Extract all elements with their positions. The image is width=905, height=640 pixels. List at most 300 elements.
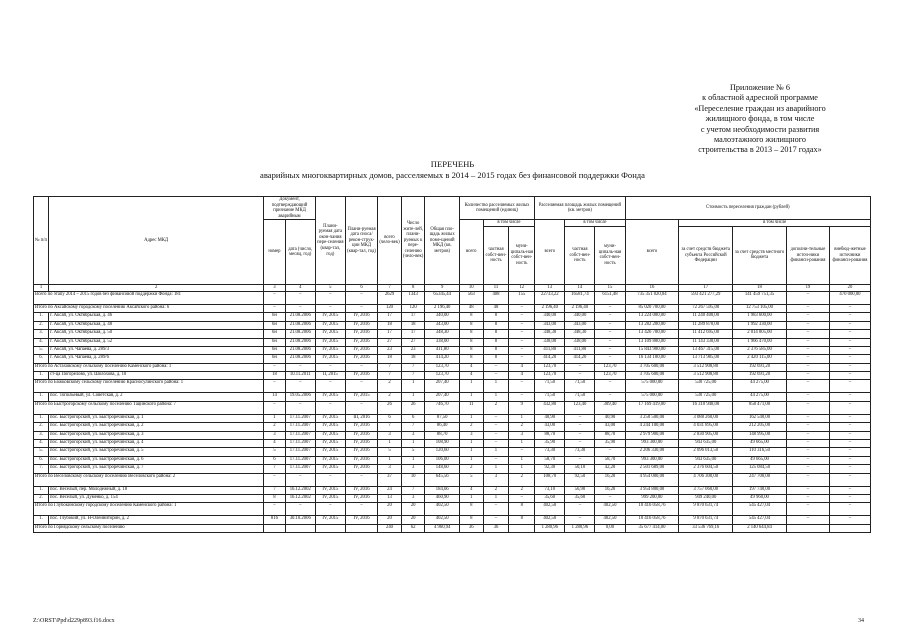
cell-value: 22733,22 — [535, 291, 565, 304]
cell-value: 7 — [264, 486, 286, 494]
cell-value: 1 — [459, 495, 483, 503]
cell-value: – — [786, 338, 829, 346]
cell-value: 8 — [264, 495, 286, 503]
cell-value: – — [595, 330, 625, 338]
cell-value: 10 — [401, 473, 425, 486]
cell-value: 12 753 105,00 — [733, 304, 787, 312]
cell-value: 10 416 058,76 — [625, 503, 679, 516]
cell-value: 3 — [401, 465, 425, 473]
cell-value: 1 — [483, 380, 509, 393]
cell-value: 1 — [483, 393, 509, 401]
header-area-private: частная собст-вен-ность — [565, 226, 595, 284]
cell-value: 411,80 — [535, 346, 565, 354]
cell-value: – — [483, 440, 509, 448]
cell-value: IV, 2016 — [345, 456, 377, 464]
cell-value: 44 275,00 — [733, 393, 787, 401]
cell-value: 71,50 — [565, 380, 595, 393]
cell-value: 338,00 — [425, 338, 459, 346]
row-address: г. Аксай, ул. Октябрьская, д. 50 — [49, 330, 264, 338]
cell-value: – — [509, 393, 535, 401]
cell-value: 993 300,00 — [625, 440, 679, 448]
cell-value: 338,00 — [535, 338, 565, 346]
cell-value: 4 706 300,00 — [679, 473, 733, 486]
cell-value: 2 — [509, 423, 535, 431]
cell-value: 1343 — [401, 291, 425, 304]
cell-value: 35,90 — [535, 440, 565, 448]
cell-value: 71,50 — [535, 380, 565, 393]
cell-value: 13 282 200,00 — [625, 321, 679, 329]
cell-value: – — [829, 473, 870, 486]
cell-value: – — [829, 304, 870, 312]
cell-value: 73,30 — [535, 448, 565, 456]
cell-value: 92,50 — [565, 473, 595, 486]
cell-value: 11 412 695,00 — [679, 330, 733, 338]
cell-value: 207,40 — [425, 393, 459, 401]
appendix-line: малоэтажного жилищного — [714, 135, 806, 145]
cell-value — [345, 524, 377, 532]
cell-value: – — [565, 456, 595, 464]
row-number: 5. — [34, 346, 49, 354]
cell-value: – — [285, 473, 315, 486]
cell-value: 212 205,00 — [733, 423, 787, 431]
cell-value: 1 — [483, 448, 509, 456]
cell-value: 575 000,00 — [625, 380, 679, 393]
cell-value: 1 280,96 — [535, 524, 565, 532]
row-address: г. Аксай, ул. Октябрьская, д. 48 — [49, 321, 264, 329]
cell-value: 26 — [378, 401, 402, 414]
cell-value: 2 — [483, 486, 509, 494]
cell-value: 24 — [378, 486, 402, 494]
table-row — [34, 448, 871, 456]
cell-value: 43,00 — [535, 423, 565, 431]
cell-value: 6н — [264, 313, 286, 321]
cell-value: IV, 2015 — [315, 456, 345, 464]
cell-value: – — [829, 393, 870, 401]
cell-value: 993 300,00 — [625, 456, 679, 464]
cell-value: 155 — [509, 291, 535, 304]
row-number: 2. — [34, 495, 49, 503]
cell-value: 1 — [509, 456, 535, 464]
cell-value: 8 — [483, 346, 509, 354]
cell-value: 4 — [459, 486, 483, 494]
cell-value: 2 376 585,00 — [733, 346, 787, 354]
cell-value: 309,40 — [595, 401, 625, 414]
cell-value: 17.11.2007 — [285, 440, 315, 448]
cell-value: 1 — [401, 440, 425, 448]
cell-value: 21.08.2006 — [285, 355, 315, 363]
cell-value: – — [509, 346, 535, 354]
document-title — [0, 159, 905, 181]
column-number: 10 — [459, 284, 483, 291]
cell-value: IV, 2016 — [345, 448, 377, 456]
cell-value: – — [483, 423, 509, 431]
cell-value: – — [786, 473, 829, 486]
cell-value: 58,70 — [595, 456, 625, 464]
cell-value: 4 — [264, 440, 286, 448]
cell-value: 1 — [483, 465, 509, 473]
cell-value: 6 — [378, 414, 402, 422]
cell-value: 575 000,00 — [625, 393, 679, 401]
cell-value: 49 960,00 — [733, 495, 787, 503]
cell-value: – — [786, 346, 829, 354]
cell-value: – — [595, 393, 625, 401]
cell-value: 16,20 — [595, 486, 625, 494]
table-row — [34, 456, 871, 464]
cell-value: 8 — [459, 338, 483, 346]
cell-value: – — [829, 440, 870, 448]
cell-value: 123,70 — [425, 372, 459, 380]
subtotal-label: Итого по Божковскому сельскому поселению Красносулинского района: 1 — [34, 380, 264, 393]
row-number: 1. — [34, 486, 49, 494]
cell-value: IV, 2016 — [345, 355, 377, 363]
cell-value: 402,50 — [425, 516, 459, 524]
cell-value: 5 — [459, 473, 483, 486]
cell-value: – — [829, 503, 870, 516]
cell-value: 18 — [378, 355, 402, 363]
cell-value: – — [565, 440, 595, 448]
cell-value: 23 — [378, 346, 402, 354]
cell-value: 9 — [509, 401, 535, 414]
cell-value: – — [509, 304, 535, 312]
column-number: 11 — [483, 284, 509, 291]
cell-value: – — [483, 414, 509, 422]
cell-value: – — [786, 431, 829, 439]
cell-value: 343,00 — [565, 321, 595, 329]
cell-value: IV, 2015 — [315, 423, 345, 431]
cell-value: 735 351 020,04 — [625, 291, 679, 304]
cell-value: – — [595, 355, 625, 363]
cell-value: 348,30 — [425, 330, 459, 338]
cell-value: – — [786, 495, 829, 503]
cell-value: – — [483, 372, 509, 380]
cell-value: 2 140 644,84 — [733, 524, 787, 532]
cell-value: IV, 2015 — [315, 448, 345, 456]
cell-value: 10.11.2011 — [285, 372, 315, 380]
cell-value: 7 — [401, 372, 425, 380]
cell-value: 530 725,00 — [679, 380, 733, 393]
cell-value: – — [829, 372, 870, 380]
cell-value: 1 280,96 — [565, 524, 595, 532]
cell-value — [285, 524, 315, 532]
cell-value: – — [829, 355, 870, 363]
cell-value: – — [565, 503, 595, 516]
row-number: 1. — [34, 313, 49, 321]
cell-value: 3 — [401, 495, 425, 503]
header-num: № п/п — [34, 197, 49, 285]
cell-value: 17 169 419,00 — [625, 401, 679, 414]
cell-value: – — [786, 401, 829, 414]
cell-value: 15 843 900,00 — [625, 346, 679, 354]
row-number: 6. — [34, 456, 49, 464]
cell-value: – — [509, 448, 535, 456]
column-number: 4 — [285, 284, 315, 291]
cell-value: – — [285, 401, 315, 414]
row-number: 7. — [34, 465, 49, 473]
cell-value: 120 — [401, 304, 425, 312]
cell-value: 162 540,00 — [733, 414, 787, 422]
cell-value: 13 109 800,00 — [625, 338, 679, 346]
header-rooms: Количество расселяемых жилых помещений (единиц) — [459, 197, 534, 220]
cell-value: 18 — [401, 355, 425, 363]
cell-value: 2 830 905,00 — [679, 431, 733, 439]
header-residents: Число жите-лей, плани-руемых к пере-селению (чело-век) — [401, 197, 425, 285]
cell-value: 3 954 800,00 — [625, 486, 679, 494]
cell-value: – — [264, 401, 286, 414]
cell-value: 65345,44 — [425, 291, 459, 304]
cell-value: 545 427,04 — [733, 503, 787, 516]
cell-value: 21.08.2006 — [285, 321, 315, 329]
appendix-line: строительства в 2013 – 2017 годах» — [698, 145, 822, 155]
cell-value: 949 240,00 — [679, 495, 733, 503]
cell-value: – — [264, 363, 286, 371]
cell-value: – — [786, 486, 829, 494]
cell-value: 10 416 058,76 — [625, 516, 679, 524]
header-plan-end: Плани-руемая дата окон-чания пере-селения (квар-тал, год) — [315, 197, 345, 285]
cell-value: 1 — [483, 495, 509, 503]
cell-value: 108,70 — [535, 473, 565, 486]
cell-value: – — [483, 516, 509, 524]
cell-value: 414,20 — [535, 355, 565, 363]
cell-value: 92,30 — [535, 465, 565, 473]
cell-value: – — [565, 414, 595, 422]
cell-value: 30.10.2006 — [285, 516, 315, 524]
footer-page-number: 34 — [858, 618, 864, 624]
row-address: пос. Быстрогорский, ул. Быстроречинская, д. 6 — [49, 456, 264, 464]
cell-value: 71,50 — [535, 393, 565, 401]
cell-value: 73,30 — [565, 448, 595, 456]
cell-value: 3 — [459, 431, 483, 439]
cell-value: 148,60 — [425, 465, 459, 473]
cell-value: 7 — [264, 465, 286, 473]
cell-value: 2 — [509, 486, 535, 494]
cell-value: IV, 2015 — [315, 495, 345, 503]
cell-value: 16.12.2002 — [285, 486, 315, 494]
header-cost-local: за счет средств местного бюджета — [733, 226, 787, 284]
cell-value: 3 — [378, 431, 402, 439]
cell-value: 16 310 948,00 — [679, 401, 733, 414]
cell-value: 11 — [459, 401, 483, 414]
cell-value: – — [285, 503, 315, 516]
cell-value: 56,90 — [565, 486, 595, 494]
cell-value: 2 196,40 — [425, 304, 459, 312]
cell-value: 3 705 600,00 — [625, 372, 679, 380]
row-address: г. Аксай, ул. Октябрьская, д. 52 — [49, 338, 264, 346]
cell-value: – — [315, 380, 345, 393]
cell-value: – — [829, 346, 870, 354]
header-doc-num: номер — [264, 220, 286, 285]
cell-value: IV, 2016 — [345, 440, 377, 448]
cell-value: 5 — [264, 448, 286, 456]
cell-value: – — [595, 495, 625, 503]
cell-value — [509, 524, 535, 532]
cell-value: 17.11.2007 — [285, 431, 315, 439]
cell-value: 48 — [483, 304, 509, 312]
cell-value: 4 954 000,00 — [625, 473, 679, 486]
cell-value: 35 677 414,00 — [625, 524, 679, 532]
cell-value: IV, 2015 — [315, 393, 345, 401]
subtotal-row — [34, 363, 871, 371]
cell-value: IV, 2016 — [345, 330, 377, 338]
cell-value: IV, 2015 — [315, 355, 345, 363]
cell-value: 21.08.2006 — [285, 346, 315, 354]
cell-value: – — [786, 503, 829, 516]
cell-value: 1 983 600,00 — [733, 313, 787, 321]
cell-value: 2 — [264, 423, 286, 431]
row-number: 2. — [34, 321, 49, 329]
cell-value: IV, 2016 — [345, 486, 377, 494]
table-row — [34, 486, 871, 494]
cell-value: 148 995,00 — [733, 431, 787, 439]
appendix-line: с учетом необходимости развития — [700, 124, 820, 134]
cell-value: 343,00 — [425, 321, 459, 329]
cell-value: 3 — [264, 431, 286, 439]
cell-value: 1 — [459, 456, 483, 464]
cell-value: 3 — [378, 465, 402, 473]
column-number: 8 — [401, 284, 425, 291]
column-number: 7 — [378, 284, 402, 291]
cell-value: – — [315, 304, 345, 312]
table-header — [34, 197, 871, 292]
cell-value: 240 — [378, 524, 402, 532]
cell-value: 16,20 — [595, 473, 625, 486]
appendix-line: жилищного фонда, в том числе — [705, 114, 815, 124]
row-address: г. Аксай, ул. Чапаева, д. 289/6 — [49, 355, 264, 363]
cell-value: 86,40 — [425, 423, 459, 431]
cell-value: – — [829, 423, 870, 431]
cell-value: – — [786, 414, 829, 422]
cell-value: 4 — [509, 372, 535, 380]
column-number: 5 — [315, 284, 345, 291]
subtotal-label: Итого по Быстрогорскому сельскому поселению Тацинского района: 7 — [34, 401, 264, 414]
cell-value: – — [595, 448, 625, 456]
cell-value: 6151,48 — [595, 291, 625, 304]
table-row — [34, 495, 871, 503]
cell-value: 348,30 — [535, 330, 565, 338]
cell-value: – — [786, 380, 829, 393]
cell-value: – — [786, 321, 829, 329]
cell-value: 1 — [401, 380, 425, 393]
cell-value: – — [829, 338, 870, 346]
cell-value: 8 — [459, 503, 483, 516]
cell-value: 110 316,50 — [733, 448, 787, 456]
cell-value: – — [483, 456, 509, 464]
cell-value: 184,66 — [425, 486, 459, 494]
cell-value: 17.11.2007 — [285, 414, 315, 422]
table-row — [34, 516, 871, 524]
cell-value: 411,80 — [425, 346, 459, 354]
row-address: пос. Веселый, пер. Молодежный, д. 18 — [49, 486, 264, 494]
cell-value: – — [786, 291, 829, 304]
cell-value: 343,00 — [535, 321, 565, 329]
cell-value: 1 — [459, 393, 483, 401]
cell-value: 6н — [264, 355, 286, 363]
cell-value: 123,70 — [535, 363, 565, 371]
cell-value: 19.05.2006 — [285, 393, 315, 401]
cell-value: – — [345, 291, 377, 304]
cell-value: – — [829, 414, 870, 422]
cell-value: – — [483, 431, 509, 439]
cell-value: 2 196,40 — [535, 304, 565, 312]
cell-value: 16 134 100,00 — [625, 355, 679, 363]
cell-value: 1 — [459, 414, 483, 422]
header-cost-add: дополни-тельные источ-ники финанси-рования — [786, 226, 829, 284]
cell-value: 13 224 000,00 — [625, 313, 679, 321]
appendix-block — [640, 83, 880, 156]
cell-value: 943 635,00 — [679, 456, 733, 464]
cell-value: – — [829, 330, 870, 338]
cell-value: 106,00 — [425, 456, 459, 464]
cell-value: 35,60 — [535, 495, 565, 503]
cell-value: 2 196,40 — [565, 304, 595, 312]
cell-value: 5 — [401, 448, 425, 456]
cell-value: – — [786, 456, 829, 464]
cell-value: 338,00 — [565, 338, 595, 346]
cell-value: 27 — [378, 338, 402, 346]
header-cost: Стоимость переселения граждан (рублей) — [625, 197, 870, 220]
table-row — [34, 440, 871, 448]
cell-value: 1 — [378, 456, 402, 464]
cell-value: – — [595, 321, 625, 329]
cell-value: 49 665,00 — [733, 440, 787, 448]
cell-value: 8 — [459, 516, 483, 524]
cell-value: 87,50 — [425, 414, 459, 422]
cell-value: 6 — [264, 456, 286, 464]
header-doc: Документ, подтверждающий признание МКД аварийным — [264, 197, 316, 220]
cell-value: 4 — [459, 363, 483, 371]
cell-value: 58,70 — [535, 456, 565, 464]
cell-value: – — [829, 401, 870, 414]
row-number: 1. — [34, 393, 49, 401]
appendix-line: «Переселение граждан из аварийного — [694, 103, 826, 113]
row-address: пос. Быстрогорский, ул. Быстроречинская, д. 7 — [49, 465, 264, 473]
cell-value: 11 289 870,00 — [679, 321, 733, 329]
cell-value: 2 096 013,50 — [679, 448, 733, 456]
cell-value: 125 084,50 — [733, 465, 787, 473]
cell-value: 8 — [459, 330, 483, 338]
cell-value: – — [509, 313, 535, 321]
cell-value: – — [264, 473, 286, 486]
cell-value: – — [345, 304, 377, 312]
cell-value: 402,50 — [425, 503, 459, 516]
table-body — [34, 291, 871, 532]
cell-value: – — [565, 516, 595, 524]
cell-value: 13 713 985,00 — [679, 355, 733, 363]
cell-value: 197 740,00 — [733, 486, 787, 494]
cell-value: – — [285, 291, 315, 304]
cell-value: – — [565, 423, 595, 431]
cell-value: – — [829, 486, 870, 494]
cell-value: 1 966 470,00 — [733, 338, 787, 346]
cell-value: 20 — [378, 516, 402, 524]
cell-value: IV, 2016 — [345, 313, 377, 321]
row-address: пос. Быстрогорский, ул. Быстроречинская, д. 2 — [49, 423, 264, 431]
cell-value: 35,60 — [565, 495, 595, 503]
row-address: пос. Быстрогорский, ул. Быстроречинская, д. 3 — [49, 431, 264, 439]
cell-value: – — [315, 473, 345, 486]
cell-value: 3 — [509, 431, 535, 439]
cell-value: – — [565, 363, 595, 371]
cell-value: 2629 — [378, 291, 402, 304]
cell-value: – — [285, 304, 315, 312]
cell-value: 36 — [483, 524, 509, 532]
cell-value: 7 — [401, 486, 425, 494]
cell-value: – — [595, 313, 625, 321]
row-address: пос. Быстрогорский, ул. Быстроречинская, д. 5 — [49, 448, 264, 456]
cell-value: – — [829, 363, 870, 371]
cell-value: 17 — [401, 330, 425, 338]
column-number: 19 — [786, 284, 829, 291]
cell-value: – — [595, 338, 625, 346]
